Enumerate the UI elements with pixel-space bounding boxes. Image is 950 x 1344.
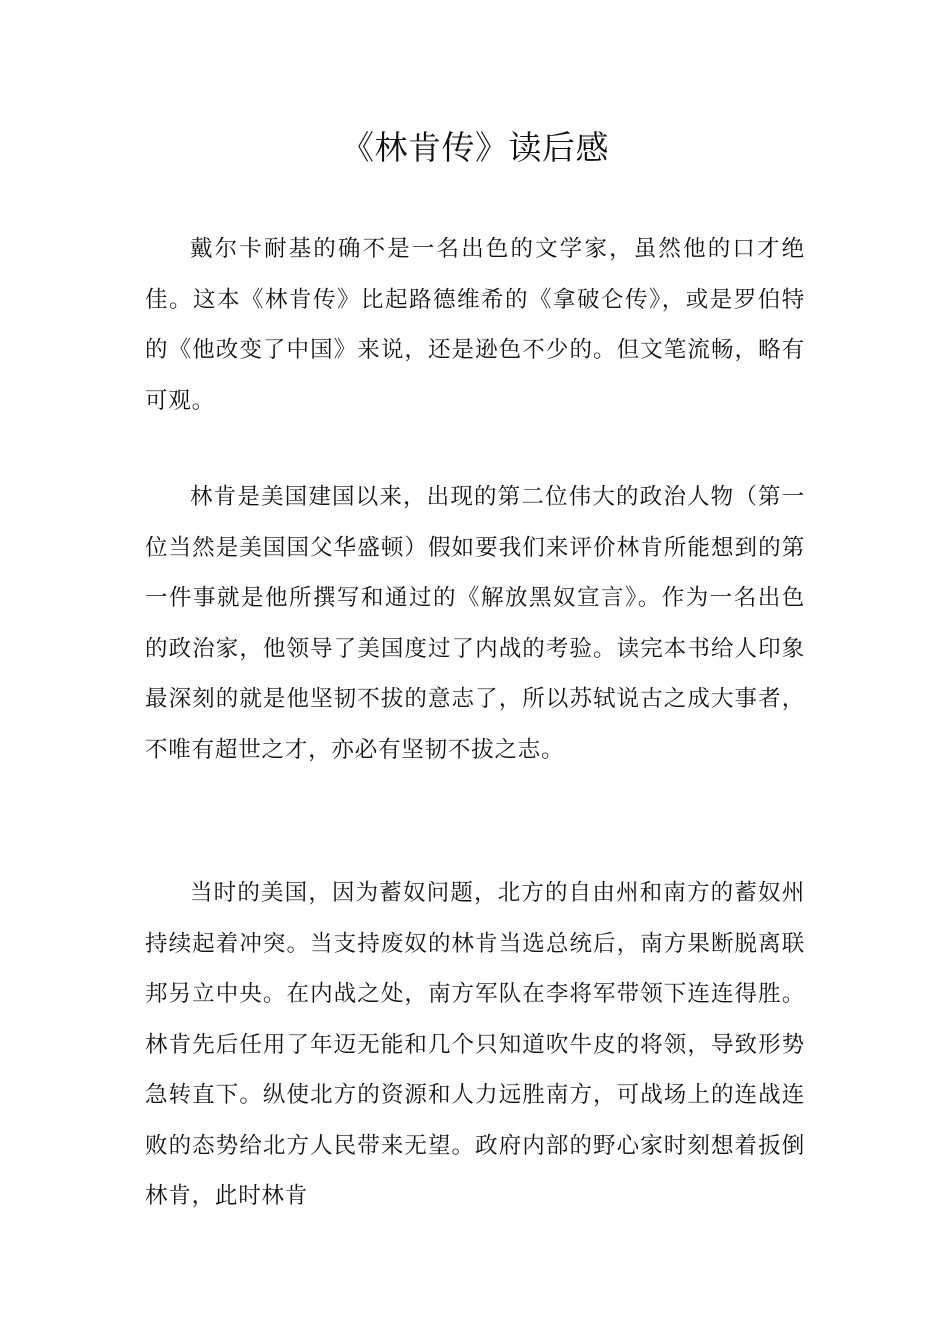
paragraph-2: 林肯是美国建国以来，出现的第二位伟大的政治人物（第一位当然是美国国父华盛顿）假如要我们来评价林肯所能想到的第一件事就是他所撰写和通过的《解放黑奴宣言》。作为一名出色的政治家，他领导了美国度过了内战的考验。读完本书给人印象最深刻的就是他坚韧不拔的意志了，所以苏轼说古之成大事者，不唯有超世之才，亦必有坚韧不拔之志。 xyxy=(145,484,805,763)
document-title: 《林肯传》读后感 xyxy=(341,128,609,167)
paragraph-1: 戴尔卡耐基的确不是一名出色的文学家，虽然他的口才绝佳。这本《林肯传》比起路德维希的《拿破仑传》，或是罗伯特的《他改变了中国》来说，还是逊色不少的。但文笔流畅，略有可观。 xyxy=(145,236,805,414)
paragraph-3: 当时的美国，因为蓄奴问题，北方的自由州和南方的蓄奴州持续起着冲突。当支持废奴的林肯当选总统后，南方果断脱离联邦另立中央。在内战之处，南方军队在李将军带领下连连得胜。林肯先后任用了年迈无能和几个只知道吹牛皮的将领，导致形势急转直下。纵使北方的资源和人力远胜南方，可战场上的连战连败的态势给北方人民带来无望。政府内部的野心家时刻想着扳倒林肯，此时林肯 xyxy=(145,880,805,1209)
